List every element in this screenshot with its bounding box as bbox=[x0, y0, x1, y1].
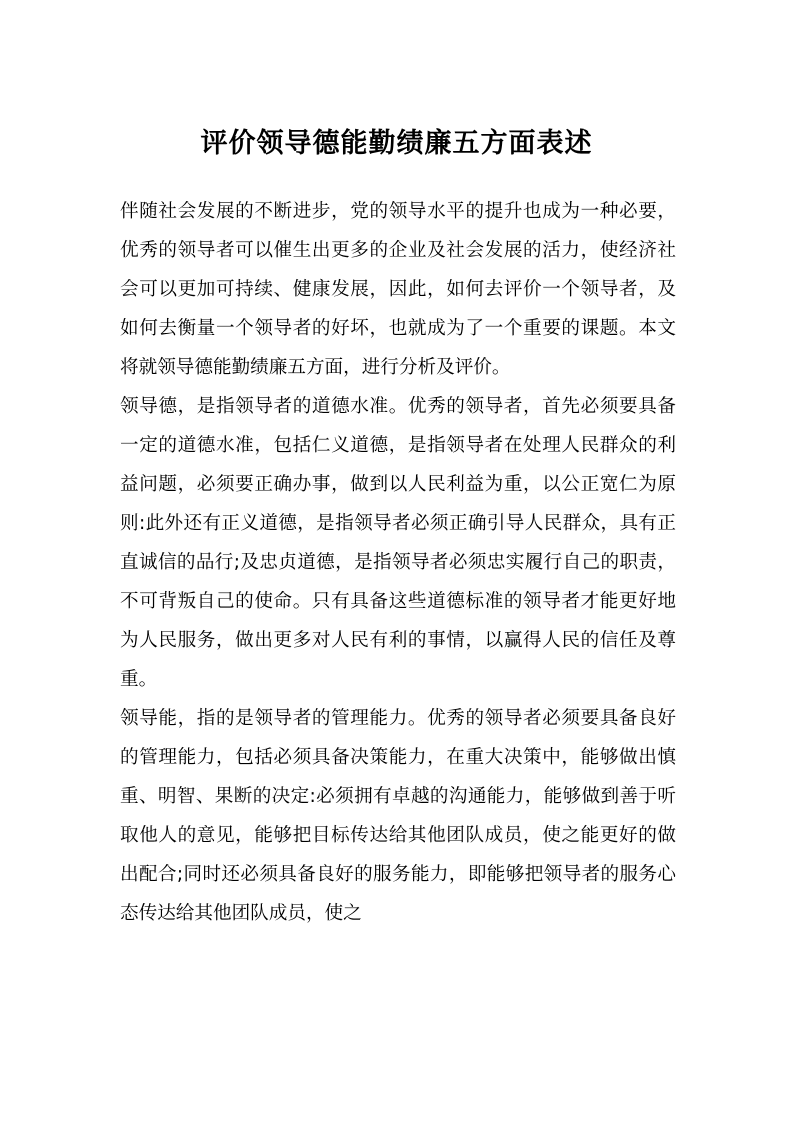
paragraph-ability: 领导能，指的是领导者的管理能力。优秀的领导者必须要具备良好的管理能力，包括必须具备决策能力，在重大决策中，能够做出慎重、明智、果断的决定:必须拥有卓越的沟通能力，能够做到善于听取他人的意见，能够把目标传达给其他团队成员，使之能更好的做出配合;同时还必须具备良好的服务能力，即能够把领导者的服务心态传达给其他团队成员，使之 bbox=[120, 708, 676, 924]
document-title: 评价领导德能勤绩廉五方面表述 bbox=[200, 128, 593, 159]
paragraph-intro: 伴随社会发展的不断进步，党的领导水平的提升也成为一种必要，优秀的领导者可以催生出更多的企业及社会发展的活力，使经济社会可以更加可持续、健康发展，因此，如何去评价一个领导者，及如何去衡量一个领导者的好坏，也就成为了一个重要的课题。本文将就领导德能勤绩廉五方面，进行分析及评价。 bbox=[120, 201, 676, 378]
paragraph-virtue: 领导德，是指领导者的道德水准。优秀的领导者，首先必须要具备一定的道德水准，包括仁义道德，是指领导者在处理人民群众的利益问题，必须要正确办事，做到以人民利益为重，以公正宽仁为原则:此外还有正义道德，是指领导者必须正确引导人民群众，具有正直诚信的品行;及忠贞道德，是指领导者必须忠实履行自己的职责，不可背叛自己的使命。只有具备这些道德标准的领导者才能更好地为人民服务，做出更多对人民有利的事情，以赢得人民的信任及尊重。 bbox=[120, 396, 676, 690]
document-body bbox=[120, 192, 676, 933]
